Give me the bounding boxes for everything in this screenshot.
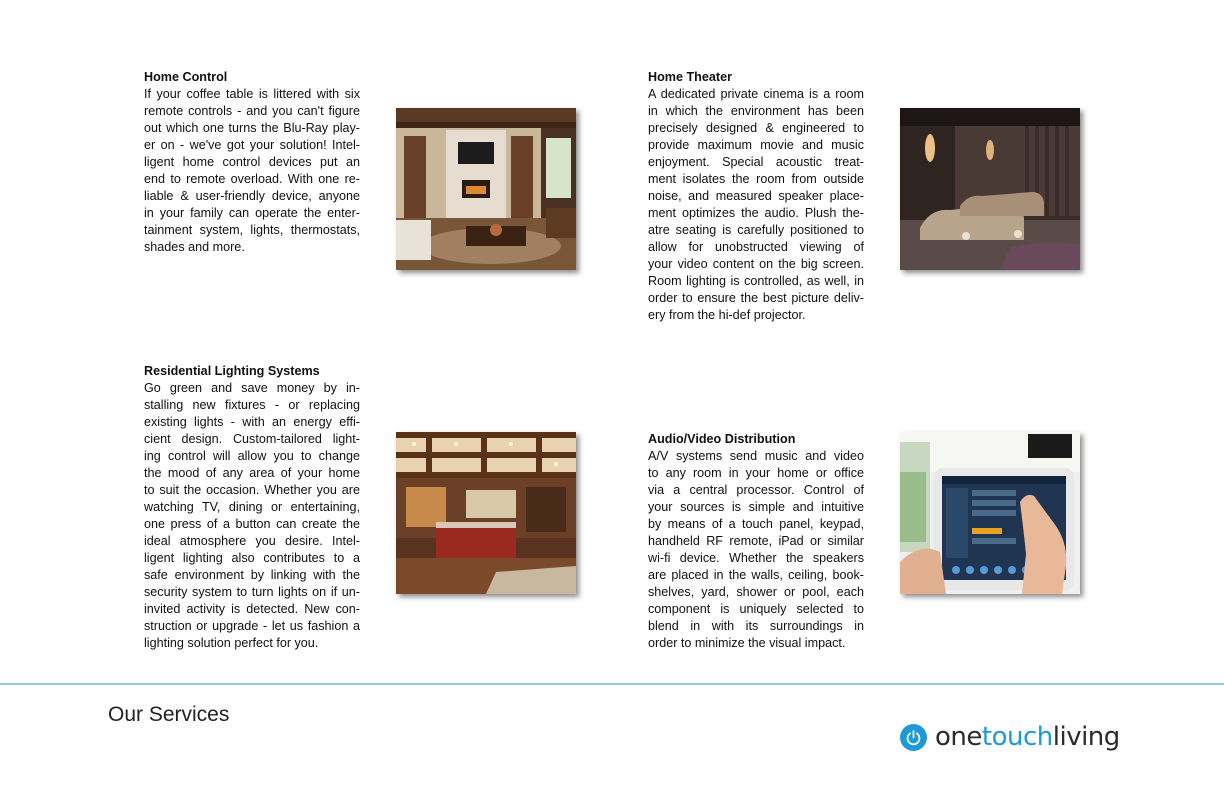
footer-divider	[0, 683, 1224, 685]
service-text-line: If your coffee table is littered with six	[144, 87, 360, 101]
service-text-line: shades and more.	[144, 240, 245, 254]
service-text-line: your video content on the big screen.	[648, 257, 864, 271]
service-description	[648, 86, 864, 324]
service-av-distribution	[648, 431, 864, 652]
service-title: Home Theater	[648, 70, 732, 84]
service-home-control	[144, 69, 360, 256]
service-text-line: ment optimizes the audio. Plush the-	[648, 206, 864, 220]
service-text-line: order to minimize the visual impact.	[648, 636, 846, 650]
service-text-line: watching TV, dining or entertaining,	[144, 500, 360, 514]
service-text-line: handheld RF remote, iPad or similar	[648, 534, 864, 548]
service-text-line: stalling new fixtures - or replacing	[144, 398, 360, 412]
living-room-photo	[396, 108, 576, 270]
service-text-line: struction or upgrade - let us fashion a	[144, 619, 360, 633]
service-text-line: provide maximum movie and music	[648, 138, 864, 152]
logo-word-touch: touch	[981, 722, 1053, 752]
service-text-line: shelves, yard, shower or pool, each	[648, 585, 864, 599]
service-title: Residential Lighting Systems	[144, 364, 320, 378]
service-home-theater	[648, 69, 864, 324]
service-text-line: end to remote overload. With one re-	[144, 172, 360, 186]
service-residential-lighting	[144, 363, 360, 652]
service-text-line: A dedicated private cinema is a room	[648, 87, 864, 101]
service-text-line: safe environment by linking with the	[144, 568, 360, 582]
service-text-line: one press of a button can create the	[144, 517, 360, 531]
service-text-line: via a central processor. Control of	[648, 483, 864, 497]
service-text-line: by means of a touch panel, keypad,	[648, 517, 864, 531]
power-icon	[900, 724, 927, 751]
service-text-line: A/V systems send music and video	[648, 449, 864, 463]
service-text-line: out which one turns the Blu-Ray play-	[144, 121, 360, 135]
service-text-line: ery from the hi-def projector.	[648, 308, 806, 322]
service-description	[144, 86, 360, 256]
service-text-line: lighting solution perfect for you.	[144, 636, 319, 650]
service-text-line: existing lights - with an energy effi-	[144, 415, 360, 429]
service-text-line: ideal atmosphere you desire. Intel-	[144, 534, 360, 548]
service-text-line: Room lighting is controlled, as well, in	[648, 274, 864, 288]
kitchen-lighting-photo	[396, 432, 576, 594]
tablet-control-photo	[900, 432, 1080, 594]
logo-word-one: one	[935, 722, 982, 752]
service-text-line: ligent home control devices put an	[144, 155, 360, 169]
service-text-line: noise, and measured speaker place-	[648, 189, 864, 203]
service-text-line: in your family can operate the enter-	[144, 206, 360, 220]
service-text-line: order to ensure the best picture deliv-	[648, 291, 864, 305]
service-description	[648, 448, 864, 652]
logo-wordmark	[935, 722, 1120, 752]
service-text-line: precisely designed & engineered to	[648, 121, 864, 135]
service-text-line: liable & user-friendly device, anyone	[144, 189, 360, 203]
service-text-line: allow for unobstructed viewing of	[648, 240, 864, 254]
service-text-line: tainment system, lights, thermostats,	[144, 223, 360, 237]
service-text-line: invited activity is detected. New con-	[144, 602, 360, 616]
service-text-line: enjoyment. Special acoustic treat-	[648, 155, 864, 169]
page-title: Our Services	[108, 703, 230, 726]
service-text-line: blend in with its surroundings in	[648, 619, 864, 633]
service-text-line: ligent lighting also contributes to a	[144, 551, 360, 565]
company-logo	[900, 722, 1120, 752]
service-text-line: ment isolates the room from outside	[648, 172, 864, 186]
service-text-line: the mood of any area of your home	[144, 466, 360, 480]
logo-word-living: living	[1052, 722, 1120, 752]
service-text-line: Go green and save money by in-	[144, 381, 360, 395]
service-text-line: ing control will allow you to change	[144, 449, 360, 463]
service-text-line: in which the environment has been	[648, 104, 864, 118]
service-text-line: to any room in your home or office	[648, 466, 864, 480]
service-text-line: security system to turn lights on if un-	[144, 585, 360, 599]
service-text-line: are placed in the walls, ceiling, book-	[648, 568, 864, 582]
service-text-line: wi-fi device. Whether the speakers	[648, 551, 864, 565]
service-text-line: to suit the occasion. Whether you are	[144, 483, 360, 497]
service-text-line: er on - we've got your solution! Intel-	[144, 138, 360, 152]
service-text-line: cient design. Custom-tailored light-	[144, 432, 360, 446]
service-text-line: your sources is simple and intuitive	[648, 500, 864, 514]
home-theater-photo	[900, 108, 1080, 270]
service-title: Home Control	[144, 70, 228, 84]
service-description	[144, 380, 360, 652]
service-text-line: component is uniquely selected to	[648, 602, 864, 616]
service-text-line: remote controls - and you can't figure	[144, 104, 360, 118]
service-title: Audio/Video Distribution	[648, 432, 796, 446]
service-text-line: atre seating is carefully positioned to	[648, 223, 864, 237]
